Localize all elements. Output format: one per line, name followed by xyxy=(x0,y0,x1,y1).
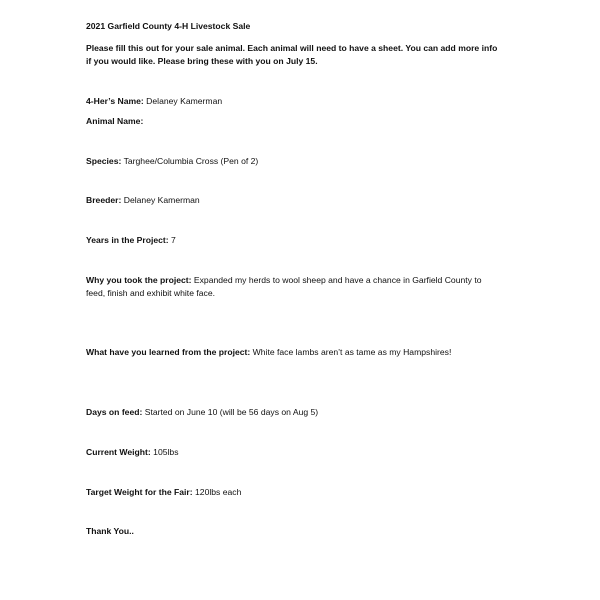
field-animal-name-label: Animal Name: xyxy=(86,116,144,126)
closing-text: Thank You.. xyxy=(86,526,134,536)
field-learned-label: What have you learned from the project: xyxy=(86,347,251,357)
field-why xyxy=(86,274,482,287)
field-years-label: Years in the Project: xyxy=(86,235,169,245)
field-species-value: Targhee/Columbia Cross (Pen of 2) xyxy=(121,156,259,166)
field-why-value: Expanded my herds to wool sheep and have a chance in Garfield County to xyxy=(191,275,482,285)
field-current-weight-value: 105lbs xyxy=(150,447,179,457)
field-years-value: 7 xyxy=(168,235,176,245)
instructions-line-1: Please fill this out for your sale animal. Each animal will need to have a sheet. You can add more info xyxy=(86,43,498,53)
field-target-weight xyxy=(86,486,241,499)
field-animal-name xyxy=(86,115,143,128)
field-breeder-label: Breeder: xyxy=(86,195,122,205)
instructions-line-2: if you would like. Please bring these with you on July 15. xyxy=(86,56,318,66)
document-title: 2021 Garfield County 4-H Livestock Sale xyxy=(86,21,251,31)
field-name xyxy=(86,95,222,108)
field-learned xyxy=(86,346,451,359)
field-days-on-feed xyxy=(86,406,318,419)
field-why-label: Why you took the project: xyxy=(86,275,192,285)
field-why-value-line-2: feed, finish and exhibit white face. xyxy=(86,288,215,298)
field-species xyxy=(86,155,258,168)
field-breeder-value: Delaney Kamerman xyxy=(121,195,200,205)
field-current-weight-label: Current Weight: xyxy=(86,447,151,457)
field-species-label: Species: xyxy=(86,156,122,166)
field-target-weight-label: Target Weight for the Fair: xyxy=(86,487,193,497)
field-name-label: 4-Her’s Name: xyxy=(86,96,144,106)
field-days-on-feed-label: Days on feed: xyxy=(86,407,143,417)
field-breeder xyxy=(86,194,200,207)
field-target-weight-value: 120lbs each xyxy=(192,487,242,497)
field-years xyxy=(86,234,176,247)
field-name-value: Delaney Kamerman xyxy=(143,96,223,106)
field-days-on-feed-value: Started on June 10 (will be 56 days on Aug 5) xyxy=(142,407,319,417)
field-current-weight xyxy=(86,446,179,459)
field-learned-value: White face lambs aren’t as tame as my Hampshires! xyxy=(250,347,452,357)
